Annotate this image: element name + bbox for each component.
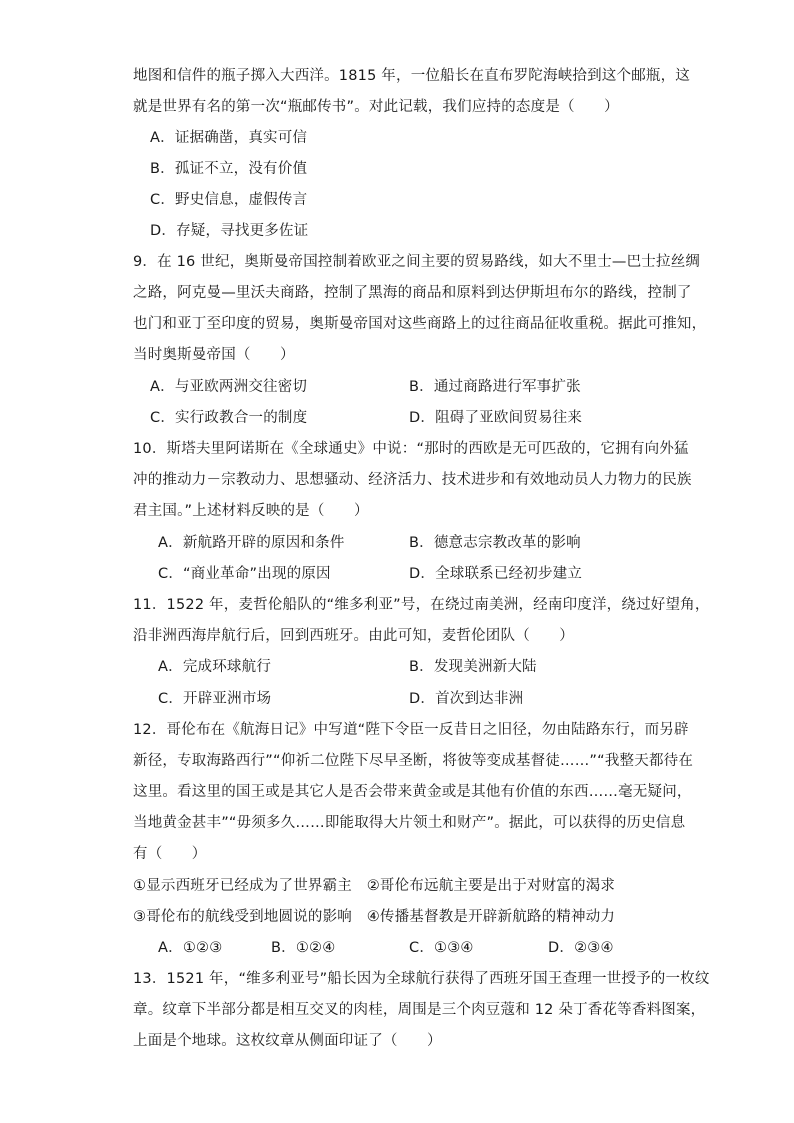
q13-line-3: 上面是个地球。这枚纹章从侧面印证了（ ）	[133, 1033, 442, 1049]
q9-line-2: 之路，阿克曼—里沃夫商路，控制了黑海的商品和原料到达伊斯坦布尔的路线，控制了	[133, 285, 692, 301]
q10-line-1: 10．斯塔夫里阿诺斯在《全球通史》中说：“那时的西欧是无可匹敌的，它拥有向外猛	[133, 441, 689, 457]
q8-option-a[interactable]: A．证据确凿，真实可信	[150, 130, 308, 146]
q10-option-a[interactable]: A．新航路开辟的原因和条件	[158, 535, 345, 551]
q9-line-3: 也门和亚丁至印度的贸易，奥斯曼帝国对这些商路上的过往商品征收重税。据此可推知，	[133, 316, 707, 332]
q8-option-c[interactable]: C．野史信息，虚假传言	[150, 192, 308, 208]
q13-line-1: 13．1521 年，“维多利亚号”船长因为全球航行获得了西班牙国王查理一世授予的一枚纹	[133, 971, 710, 987]
q9-line-4: 当时奥斯曼帝国（ ）	[133, 347, 295, 363]
q8-option-d[interactable]: D．存疑，寻找更多佐证	[150, 223, 309, 239]
q10-option-d[interactable]: D．全球联系已经初步建立	[409, 566, 583, 582]
q9-option-d[interactable]: D．阻碍了亚欧间贸易往来	[409, 410, 583, 426]
q8-line-1: 地图和信件的瓶子掷入大西洋。1815 年，一位船长在直布罗陀海峡拾到这个邮瓶，这	[133, 68, 691, 84]
q12-option-d[interactable]: D．②③④	[548, 940, 614, 956]
q11-option-a[interactable]: A．完成环球航行	[158, 659, 272, 675]
q12-line-5: 有（ ）	[133, 846, 207, 862]
q12-line-4: 当地黄金甚丰”“毋须多久……即能取得大片领土和财产”。据此，可以获得的历史信息	[133, 815, 686, 831]
q12-statement-2: ③哥伦布的航线受到地圆说的影响 ④传播基督教是开辟新航路的精神动力	[133, 909, 616, 925]
q11-line-2: 沿非洲西海岸航行后，回到西班牙。由此可知，麦哲伦团队（ ）	[133, 628, 574, 644]
q9-option-b[interactable]: B．通过商路进行军事扩张	[409, 379, 581, 395]
q9-option-a[interactable]: A．与亚欧两洲交往密切	[150, 379, 308, 395]
q11-option-c[interactable]: C．开辟亚洲市场	[158, 691, 272, 707]
q10-line-2: 冲的推动力－宗教动力、思想骚动、经济活力、技术进步和有效地动员人力物力的民族	[133, 472, 692, 488]
q12-line-2: 新径，专取海路西行”“仰祈二位陛下尽早圣断，将彼等变成基督徒……”“我整天都待在	[133, 753, 694, 769]
q8-line-2: 就是世界有名的第一次“瓶邮传书”。对此记载，我们应持的态度是（ ）	[133, 99, 619, 115]
q9-line-1: 9．在 16 世纪，奥斯曼帝国控制着欧亚之间主要的贸易路线，如大不里士—巴士拉丝绸	[133, 254, 701, 270]
q13-line-2: 章。纹章下半部分都是相互交叉的肉桂，周围是三个肉豆蔻和 12 朵丁香花等香料图案，	[133, 1002, 706, 1018]
q8-option-b[interactable]: B．孤证不立，没有价值	[150, 161, 308, 177]
q11-option-d[interactable]: D．首次到达非洲	[409, 691, 524, 707]
q11-line-1: 11．1522 年，麦哲伦船队的“维多利亚”号，在绕过南美洲，经南印度洋，绕过好望角，	[133, 597, 710, 613]
q12-option-b[interactable]: B．①②④	[271, 940, 336, 956]
q10-line-3: 君主国。”上述材料反映的是（ ）	[133, 503, 369, 519]
q10-option-c[interactable]: C．“商业革命”出现的原因	[158, 566, 331, 582]
q9-option-c[interactable]: C．实行政教合一的制度	[150, 410, 308, 426]
q12-statement-1: ①显示西班牙已经成为了世界霸主 ②哥伦布远航主要是出于对财富的渴求	[133, 878, 616, 894]
q12-line-1: 12．哥伦布在《航海日记》中写道“陛下令臣一反昔日之旧径，勿由陆路东行，而另辟	[133, 722, 689, 738]
q12-option-c[interactable]: C．①③④	[409, 940, 474, 956]
q12-line-3: 这里。看这里的国王或是其它人是否会带来黄金或是其他有价值的东西……毫无疑问，	[133, 784, 692, 800]
q10-option-b[interactable]: B．德意志宗教改革的影响	[409, 535, 581, 551]
q11-option-b[interactable]: B．发现美洲新大陆	[409, 659, 537, 675]
q12-option-a[interactable]: A．①②③	[158, 940, 223, 956]
